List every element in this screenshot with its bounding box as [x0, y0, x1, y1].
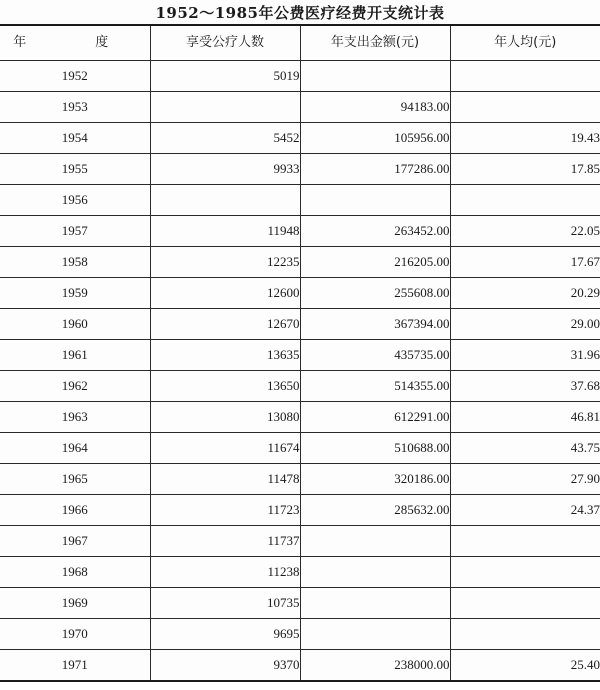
table-row: [0, 619, 600, 650]
count-cell: 13080: [150, 402, 300, 433]
average-cell: 25.40: [450, 650, 600, 682]
average-cell: [450, 619, 600, 650]
count-cell: 9933: [150, 154, 300, 185]
amount-cell: 94183.00: [300, 92, 450, 123]
count-cell: 12600: [150, 278, 300, 309]
count-cell: 12235: [150, 247, 300, 278]
average-cell: 29.00: [450, 309, 600, 340]
table-row: [0, 557, 600, 588]
average-cell: 19.43: [450, 123, 600, 154]
count-cell: 11674: [150, 433, 300, 464]
table-row: [0, 309, 600, 340]
average-cell: 37.68: [450, 371, 600, 402]
table-row: [0, 92, 600, 123]
count-cell: 9370: [150, 650, 300, 682]
amount-cell: [300, 526, 450, 557]
header-amount: 年支出金额(元): [300, 25, 450, 61]
table-row: [0, 588, 600, 619]
table-row: [0, 650, 600, 682]
average-cell: 31.96: [450, 340, 600, 371]
amount-cell: [300, 61, 450, 92]
count-cell: 13635: [150, 340, 300, 371]
table-row: [0, 185, 600, 216]
table-row: [0, 340, 600, 371]
count-cell: 11238: [150, 557, 300, 588]
count-cell: 11737: [150, 526, 300, 557]
amount-cell: 285632.00: [300, 495, 450, 526]
year-cell: 1962: [0, 371, 150, 402]
table-title: 1952～1985年公费医疗经费开支统计表: [155, 4, 445, 22]
year-cell: 1952: [0, 61, 150, 92]
year-cell: 1955: [0, 154, 150, 185]
count-cell: 9695: [150, 619, 300, 650]
table-row: [0, 495, 600, 526]
average-cell: [450, 185, 600, 216]
year-cell: 1964: [0, 433, 150, 464]
average-cell: 46.81: [450, 402, 600, 433]
table-row: [0, 123, 600, 154]
amount-cell: [300, 185, 450, 216]
year-cell: 1971: [0, 650, 150, 682]
expenditure-table: [0, 24, 600, 682]
table-row: [0, 464, 600, 495]
amount-cell: 263452.00: [300, 216, 450, 247]
table-row: [0, 402, 600, 433]
table-row: [0, 247, 600, 278]
average-cell: 27.90: [450, 464, 600, 495]
count-cell: 5452: [150, 123, 300, 154]
table-row: [0, 433, 600, 464]
count-cell: 11723: [150, 495, 300, 526]
year-cell: 1963: [0, 402, 150, 433]
average-cell: [450, 61, 600, 92]
count-cell: [150, 92, 300, 123]
average-cell: 22.05: [450, 216, 600, 247]
average-cell: 17.85: [450, 154, 600, 185]
average-cell: [450, 557, 600, 588]
year-cell: 1965: [0, 464, 150, 495]
average-cell: 24.37: [450, 495, 600, 526]
amount-cell: 216205.00: [300, 247, 450, 278]
year-cell: 1967: [0, 526, 150, 557]
amount-cell: 105956.00: [300, 123, 450, 154]
amount-cell: 177286.00: [300, 154, 450, 185]
header-row: [0, 25, 600, 61]
year-cell: 1960: [0, 309, 150, 340]
amount-cell: 238000.00: [300, 650, 450, 682]
year-cell: 1959: [0, 278, 150, 309]
average-cell: 43.75: [450, 433, 600, 464]
table-row: [0, 216, 600, 247]
count-cell: 11948: [150, 216, 300, 247]
year-cell: 1953: [0, 92, 150, 123]
count-cell: 12670: [150, 309, 300, 340]
year-cell: 1961: [0, 340, 150, 371]
count-cell: 11478: [150, 464, 300, 495]
amount-cell: 612291.00: [300, 402, 450, 433]
count-cell: 5019: [150, 61, 300, 92]
amount-cell: [300, 557, 450, 588]
count-cell: 13650: [150, 371, 300, 402]
amount-cell: 510688.00: [300, 433, 450, 464]
year-cell: 1958: [0, 247, 150, 278]
header-year: 年 度: [0, 25, 150, 61]
table-body: [0, 61, 600, 682]
average-cell: 20.29: [450, 278, 600, 309]
year-cell: 1957: [0, 216, 150, 247]
average-cell: [450, 588, 600, 619]
table-row: [0, 526, 600, 557]
amount-cell: 514355.00: [300, 371, 450, 402]
header-average: 年人均(元): [450, 25, 600, 61]
amount-cell: 320186.00: [300, 464, 450, 495]
count-cell: [150, 185, 300, 216]
year-cell: 1956: [0, 185, 150, 216]
table-row: [0, 371, 600, 402]
year-cell: 1968: [0, 557, 150, 588]
year-cell: 1969: [0, 588, 150, 619]
average-cell: 17.67: [450, 247, 600, 278]
table-row: [0, 278, 600, 309]
table-row: [0, 61, 600, 92]
header-count: 享受公疗人数: [150, 25, 300, 61]
year-cell: 1970: [0, 619, 150, 650]
average-cell: [450, 92, 600, 123]
amount-cell: 435735.00: [300, 340, 450, 371]
amount-cell: [300, 588, 450, 619]
amount-cell: [300, 619, 450, 650]
amount-cell: 367394.00: [300, 309, 450, 340]
amount-cell: 255608.00: [300, 278, 450, 309]
table-row: [0, 154, 600, 185]
year-cell: 1954: [0, 123, 150, 154]
count-cell: 10735: [150, 588, 300, 619]
average-cell: [450, 526, 600, 557]
year-cell: 1966: [0, 495, 150, 526]
